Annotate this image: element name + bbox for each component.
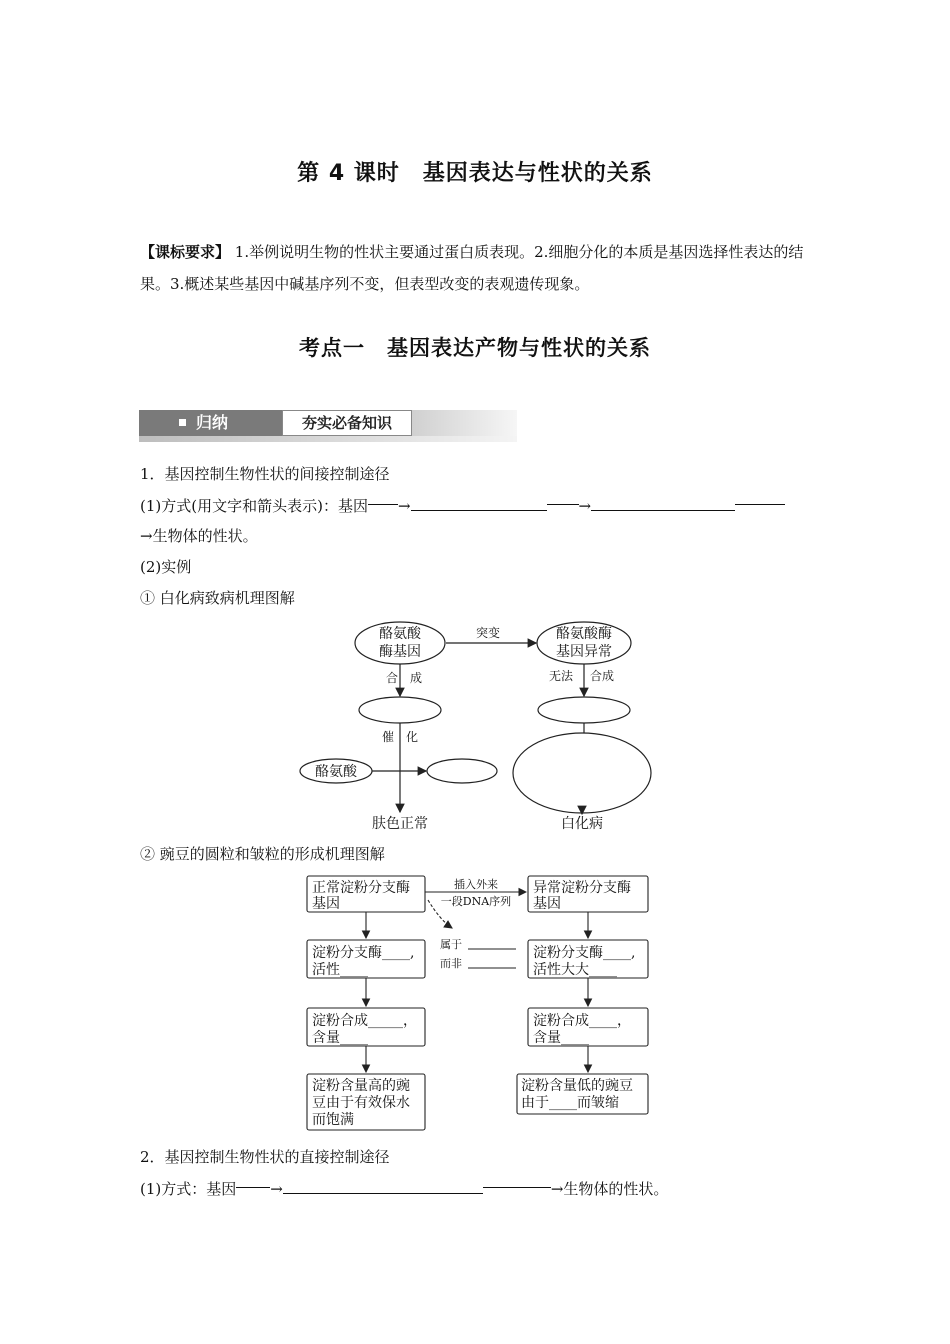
- arrow-line: [735, 504, 785, 505]
- arrow-icon: →: [397, 497, 411, 515]
- right-synth-text-2: 含量____: [533, 1030, 589, 1046]
- arrow-icon: →: [550, 1180, 564, 1198]
- mutation-label: 突变: [475, 626, 501, 640]
- curriculum-requirements: [140, 236, 812, 300]
- pea-diagram: [300, 872, 656, 1134]
- left-enzyme-text-1: 淀粉分支酶____,: [312, 945, 415, 961]
- gene-text-1: 酪氨酸: [379, 626, 421, 642]
- banner-left: 归纳: [139, 410, 282, 436]
- example-label: (2)实例: [140, 558, 192, 576]
- right-synth-text-1: 淀粉合成____，: [533, 1013, 631, 1029]
- tyrosine-text: 酪氨酸: [315, 764, 357, 780]
- normal-skin-text: 肤色正常: [372, 816, 428, 832]
- heading-direct: 2．基因控制生物性状的直接控制途径: [140, 1148, 390, 1166]
- insert-label-2: 一段DNA序列: [440, 895, 512, 908]
- arrow-line: [547, 504, 579, 505]
- banner-fade: [412, 410, 517, 436]
- right-enzyme-text-1: 淀粉分支酶____,: [533, 945, 636, 961]
- notis-label: 而非: [440, 957, 462, 970]
- section-title: 考点一 基因表达产物与性状的关系: [299, 336, 651, 360]
- arrow-line: [368, 504, 398, 505]
- fill-blank-1[interactable]: [411, 494, 547, 511]
- cannot-label: 无法: [548, 669, 574, 683]
- fill-blank-3[interactable]: [283, 1177, 483, 1194]
- catalyze-label: 催 化: [381, 730, 419, 744]
- example-2-label: ② 豌豆的圆粒和皱粒的形成机理图解: [140, 845, 385, 863]
- arrow-icon: →: [578, 497, 592, 515]
- right-result-text-2: 由于____而皱缩: [521, 1095, 619, 1111]
- banner-right: 夯实必备知识: [282, 410, 412, 436]
- mutant-gene-text-2: 基因异常: [556, 644, 612, 660]
- method-direct: (1)方式：基因 → →生物体的性状。: [140, 1177, 668, 1200]
- gene-text-2: 酶基因: [379, 644, 421, 660]
- arrow-line: [483, 1187, 551, 1188]
- heading-indirect: 1．基因控制生物性状的间接控制途径: [140, 465, 390, 483]
- arrow-line: [236, 1187, 270, 1188]
- fill-blank-2[interactable]: [591, 494, 735, 511]
- abnormal-gene-text-2: 基因: [533, 896, 561, 912]
- arrow-icon: →: [140, 527, 153, 545]
- requirements-text: 1.举例说明生物的性状主要通过蛋白质表现。2.细胞分化的本质是基因选择性表达的结果。3.概述某些基因中碱基序列不变，但表型改变的表观遗传现象。: [140, 243, 804, 293]
- requirements-label: 【课标要求】: [140, 243, 231, 261]
- normal-gene-text-2: 基因: [312, 896, 340, 912]
- belongs-label: 属于: [440, 938, 462, 951]
- method-indirect: (1)方式(用文字和箭头表示)：基因 → →: [140, 494, 785, 517]
- example-1-label: ① 白化病致病机理图解: [140, 589, 295, 607]
- summary-banner: [139, 410, 517, 442]
- right-enzyme-text-2: 活性大大____: [533, 962, 617, 978]
- left-enzyme-text-2: 活性____: [312, 962, 368, 978]
- insert-label-1: 插入外来: [454, 878, 498, 891]
- right-result-text-1: 淀粉含量低的豌豆: [521, 1078, 633, 1094]
- method-indirect-end: →生物体的性状。: [140, 527, 258, 545]
- synth-label: 合 成: [385, 671, 423, 685]
- albino-text: 白化病: [561, 816, 603, 832]
- albinism-diagram: [296, 618, 656, 836]
- enzyme-blank-ellipse[interactable]: [359, 697, 441, 723]
- left-synth-text-2: 含量____: [312, 1030, 368, 1046]
- left-result-text-1: 淀粉含量高的豌: [312, 1078, 410, 1094]
- square-icon: [179, 419, 186, 426]
- arrow-icon: →: [270, 1180, 283, 1198]
- melanin-blank-ellipse[interactable]: [427, 759, 497, 783]
- synth2-label: 合成: [589, 669, 615, 683]
- banner-shadow: [139, 436, 517, 442]
- mutant-gene-text-1: 酪氨酸酶: [556, 626, 612, 642]
- left-result-text-3: 而饱满: [312, 1112, 354, 1128]
- abnormal-gene-text-1: 异常淀粉分支酶: [533, 880, 631, 896]
- lesson-title: 第 4 课时 基因表达与性状的关系: [297, 161, 653, 186]
- left-result-text-2: 豆由于有效保水: [312, 1095, 410, 1111]
- no-enzyme-blank-ellipse[interactable]: [538, 697, 630, 723]
- normal-gene-text-1: 正常淀粉分支酶: [312, 880, 410, 896]
- left-synth-text-1: 淀粉合成_____，: [312, 1013, 417, 1029]
- large-blank-ellipse[interactable]: [513, 733, 651, 813]
